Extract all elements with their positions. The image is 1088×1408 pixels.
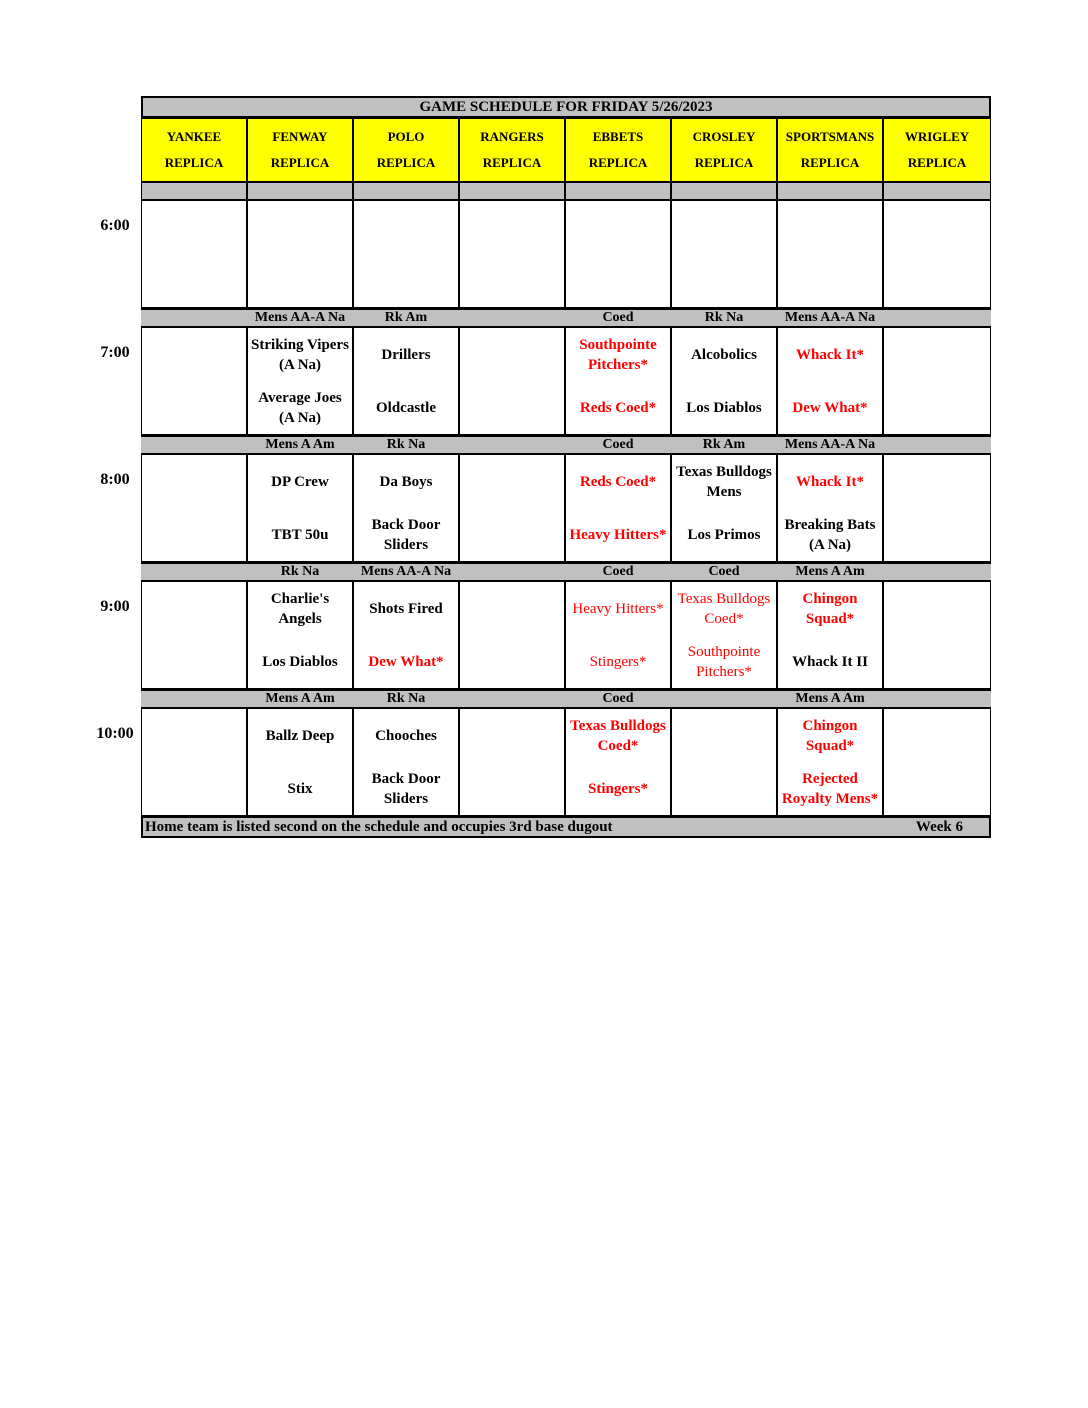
away-team	[142, 201, 246, 254]
home-team: Los Diablos	[686, 399, 762, 416]
field-header-fenway	[247, 118, 353, 182]
away-team	[460, 328, 564, 381]
away-team	[142, 328, 246, 381]
game-cell	[247, 454, 353, 562]
header-spacer-cell	[777, 182, 883, 200]
header-spacer-cell	[141, 182, 247, 200]
game-cell	[247, 327, 353, 435]
game-cell	[671, 200, 777, 308]
field-header-yankee	[141, 118, 247, 182]
schedule-footer	[141, 816, 991, 838]
game-cell	[671, 454, 777, 562]
field-name: YANKEE	[166, 129, 222, 144]
division-label: Rk Am	[702, 437, 746, 452]
home-team: Dew What*	[792, 399, 868, 416]
home-team	[354, 254, 458, 307]
game-cell	[565, 708, 671, 816]
division-label: Mens AA-A Na	[360, 564, 452, 579]
game-cell	[353, 200, 459, 308]
home-team: Heavy Hitters*	[569, 526, 667, 543]
game-cell	[565, 200, 671, 308]
home-team	[142, 381, 246, 434]
game-cell	[565, 327, 671, 435]
away-team: Heavy Hitters*	[572, 600, 664, 617]
division-label: Rk Na	[386, 691, 426, 706]
home-team	[884, 762, 990, 815]
away-team	[884, 201, 990, 254]
game-cell	[353, 708, 459, 816]
division-label: Coed	[602, 691, 634, 706]
game-cell	[883, 454, 991, 562]
home-team	[248, 254, 352, 307]
division-label	[141, 691, 247, 707]
away-team	[460, 582, 564, 635]
game-cell	[883, 200, 991, 308]
game-cell	[883, 327, 991, 435]
home-team: Dew What*	[368, 653, 444, 670]
division-label: Mens A Am	[795, 691, 865, 706]
division-label	[459, 564, 565, 580]
division-label	[141, 564, 247, 580]
away-team: Texas Bulldogs Mens	[676, 463, 772, 500]
header-spacer-cell	[247, 182, 353, 200]
time-slots	[141, 200, 991, 816]
field-name: CROSLEY	[692, 129, 756, 144]
home-team: Los Diablos	[262, 653, 338, 670]
away-team	[354, 201, 458, 254]
division-label	[459, 310, 565, 326]
field-name: WRIGLEY	[904, 129, 970, 144]
field-subtitle: REPLICA	[907, 155, 967, 170]
field-header-rangers	[459, 118, 565, 182]
home-team	[460, 508, 564, 561]
home-team	[778, 254, 882, 307]
header-spacer-cell	[883, 182, 991, 200]
division-label	[671, 691, 777, 707]
field-header-wrigley	[883, 118, 991, 182]
away-team: Da Boys	[379, 473, 433, 490]
away-team: Striking Vipers (A Na)	[251, 336, 349, 373]
division-row	[141, 562, 991, 581]
away-team	[672, 201, 776, 254]
away-team: Chingon Squad*	[802, 717, 858, 754]
home-team	[460, 635, 564, 688]
away-team	[778, 201, 882, 254]
home-team	[142, 762, 246, 815]
slot-row	[141, 581, 991, 689]
away-team	[672, 709, 776, 762]
away-team	[460, 709, 564, 762]
home-team: Back Door Sliders	[371, 516, 441, 553]
game-cell	[883, 581, 991, 689]
division-row	[141, 435, 991, 454]
division-label: Mens A Am	[265, 437, 335, 452]
home-team: TBT 50u	[271, 526, 329, 543]
division-label: Coed	[708, 564, 740, 579]
home-team: Whack It II	[792, 653, 868, 670]
away-team	[884, 582, 990, 635]
away-team	[884, 328, 990, 381]
home-team: Oldcastle	[376, 399, 436, 416]
game-cell	[141, 581, 247, 689]
division-label	[141, 437, 247, 453]
away-team: Charlie's Angels	[270, 590, 330, 627]
away-team	[884, 709, 990, 762]
header-spacer-cell	[671, 182, 777, 200]
home-team	[884, 254, 990, 307]
field-subtitle: REPLICA	[376, 155, 436, 170]
division-label	[883, 564, 991, 580]
division-label	[459, 691, 565, 707]
away-team: Texas Bulldogs Coed*	[570, 717, 666, 754]
division-label: Rk Na	[386, 437, 426, 452]
game-cell	[777, 581, 883, 689]
division-label: Mens AA-A Na	[784, 437, 876, 452]
game-cell	[247, 581, 353, 689]
game-cell	[141, 327, 247, 435]
field-name: RANGERS	[480, 129, 544, 144]
home-team	[884, 635, 990, 688]
game-cell	[777, 200, 883, 308]
away-team: Shots Fired	[369, 600, 443, 617]
header-spacer-row	[141, 182, 991, 200]
division-label: Coed	[602, 437, 634, 452]
home-team	[142, 254, 246, 307]
game-cell	[777, 454, 883, 562]
home-team: Back Door Sliders	[371, 770, 441, 807]
division-label: Coed	[602, 310, 634, 325]
home-team: Stix	[287, 780, 313, 797]
game-cell	[671, 327, 777, 435]
home-team	[672, 254, 776, 307]
home-team: Breaking Bats (A Na)	[784, 516, 876, 553]
field-name: FENWAY	[272, 129, 328, 144]
time-label: 6:00	[100, 217, 130, 234]
division-row	[141, 689, 991, 708]
field-subtitle: REPLICA	[694, 155, 754, 170]
game-cell	[777, 708, 883, 816]
away-team: Whack It*	[796, 473, 864, 490]
field-header-polo	[353, 118, 459, 182]
home-team	[884, 381, 990, 434]
division-label: Mens AA-A Na	[784, 310, 876, 325]
slot-row	[141, 200, 991, 308]
away-team	[142, 709, 246, 762]
game-cell	[141, 454, 247, 562]
time-label: 8:00	[100, 471, 130, 488]
field-header-sportsmans	[777, 118, 883, 182]
away-team: DP Crew	[271, 473, 329, 490]
home-team	[672, 762, 776, 815]
home-team	[460, 254, 564, 307]
home-team	[142, 635, 246, 688]
header-spacer-cell	[565, 182, 671, 200]
time-label: 10:00	[96, 725, 134, 742]
away-team: Alcobolics	[691, 346, 757, 363]
game-cell	[565, 581, 671, 689]
game-cell	[671, 581, 777, 689]
game-cell	[141, 200, 247, 308]
home-team: Southpointe Pitchers*	[687, 643, 761, 680]
slot-row	[141, 708, 991, 816]
game-cell	[883, 708, 991, 816]
game-cell	[459, 327, 565, 435]
division-label	[883, 437, 991, 453]
footer-note: Home team is listed second on the schedule and occupies 3rd base dugout	[145, 818, 613, 835]
field-header-ebbets	[565, 118, 671, 182]
field-subtitle: REPLICA	[270, 155, 330, 170]
field-name: SPORTSMANS	[785, 129, 875, 144]
away-team	[460, 455, 564, 508]
schedule-title: GAME SCHEDULE FOR FRIDAY 5/26/2023	[141, 96, 991, 118]
away-team	[460, 201, 564, 254]
away-team: Chooches	[375, 727, 437, 744]
slot-row	[141, 454, 991, 562]
time-label: 7:00	[100, 344, 130, 361]
game-cell	[565, 454, 671, 562]
field-subtitle: REPLICA	[482, 155, 542, 170]
field-header-row	[141, 118, 991, 182]
division-label	[883, 691, 991, 707]
game-cell	[353, 327, 459, 435]
game-cell	[671, 708, 777, 816]
away-team: Ballz Deep	[265, 727, 335, 744]
away-team: Whack It*	[796, 346, 864, 363]
game-cell	[353, 454, 459, 562]
home-team: Stingers*	[588, 780, 648, 797]
away-team: Chingon Squad*	[802, 590, 858, 627]
field-name: POLO	[387, 129, 425, 144]
home-team: Rejected Royalty Mens*	[781, 770, 879, 807]
away-team	[566, 201, 670, 254]
home-team	[460, 381, 564, 434]
division-label: Coed	[602, 564, 634, 579]
division-label: Mens A Am	[265, 691, 335, 706]
header-spacer-cell	[353, 182, 459, 200]
game-cell	[247, 200, 353, 308]
game-cell	[353, 581, 459, 689]
game-cell	[459, 454, 565, 562]
away-team	[884, 455, 990, 508]
home-team: Reds Coed*	[579, 399, 657, 416]
field-subtitle: REPLICA	[588, 155, 648, 170]
schedule-sheet	[141, 96, 991, 838]
game-cell	[459, 200, 565, 308]
division-label	[883, 310, 991, 326]
game-cell	[141, 708, 247, 816]
field-header-crosley	[671, 118, 777, 182]
away-team	[142, 582, 246, 635]
division-label: Rk Na	[280, 564, 320, 579]
home-team	[884, 508, 990, 561]
time-label: 9:00	[100, 598, 130, 615]
division-label: Rk Na	[704, 310, 744, 325]
away-team	[142, 455, 246, 508]
home-team	[460, 762, 564, 815]
away-team	[248, 201, 352, 254]
away-team: Southpointe Pitchers*	[579, 336, 657, 373]
header-spacer-cell	[459, 182, 565, 200]
field-name: EBBETS	[592, 129, 644, 144]
game-cell	[247, 708, 353, 816]
home-team	[142, 508, 246, 561]
home-team: Stingers*	[589, 653, 647, 670]
division-row	[141, 308, 991, 327]
away-team: Drillers	[381, 346, 431, 363]
home-team: Los Primos	[687, 526, 761, 543]
away-team: Reds Coed*	[579, 473, 657, 490]
away-team: Texas Bulldogs Coed*	[677, 590, 771, 627]
field-subtitle: REPLICA	[164, 155, 224, 170]
game-cell	[777, 327, 883, 435]
field-subtitle: REPLICA	[800, 155, 860, 170]
division-label: Rk Am	[384, 310, 428, 325]
division-label	[141, 310, 247, 326]
division-label	[459, 437, 565, 453]
division-label: Mens AA-A Na	[254, 310, 346, 325]
game-cell	[459, 581, 565, 689]
home-team: Average Joes (A Na)	[258, 389, 342, 426]
slot-row	[141, 327, 991, 435]
footer-week: Week 6	[915, 818, 963, 835]
home-team	[566, 254, 670, 307]
game-cell	[459, 708, 565, 816]
division-label: Mens A Am	[795, 564, 865, 579]
